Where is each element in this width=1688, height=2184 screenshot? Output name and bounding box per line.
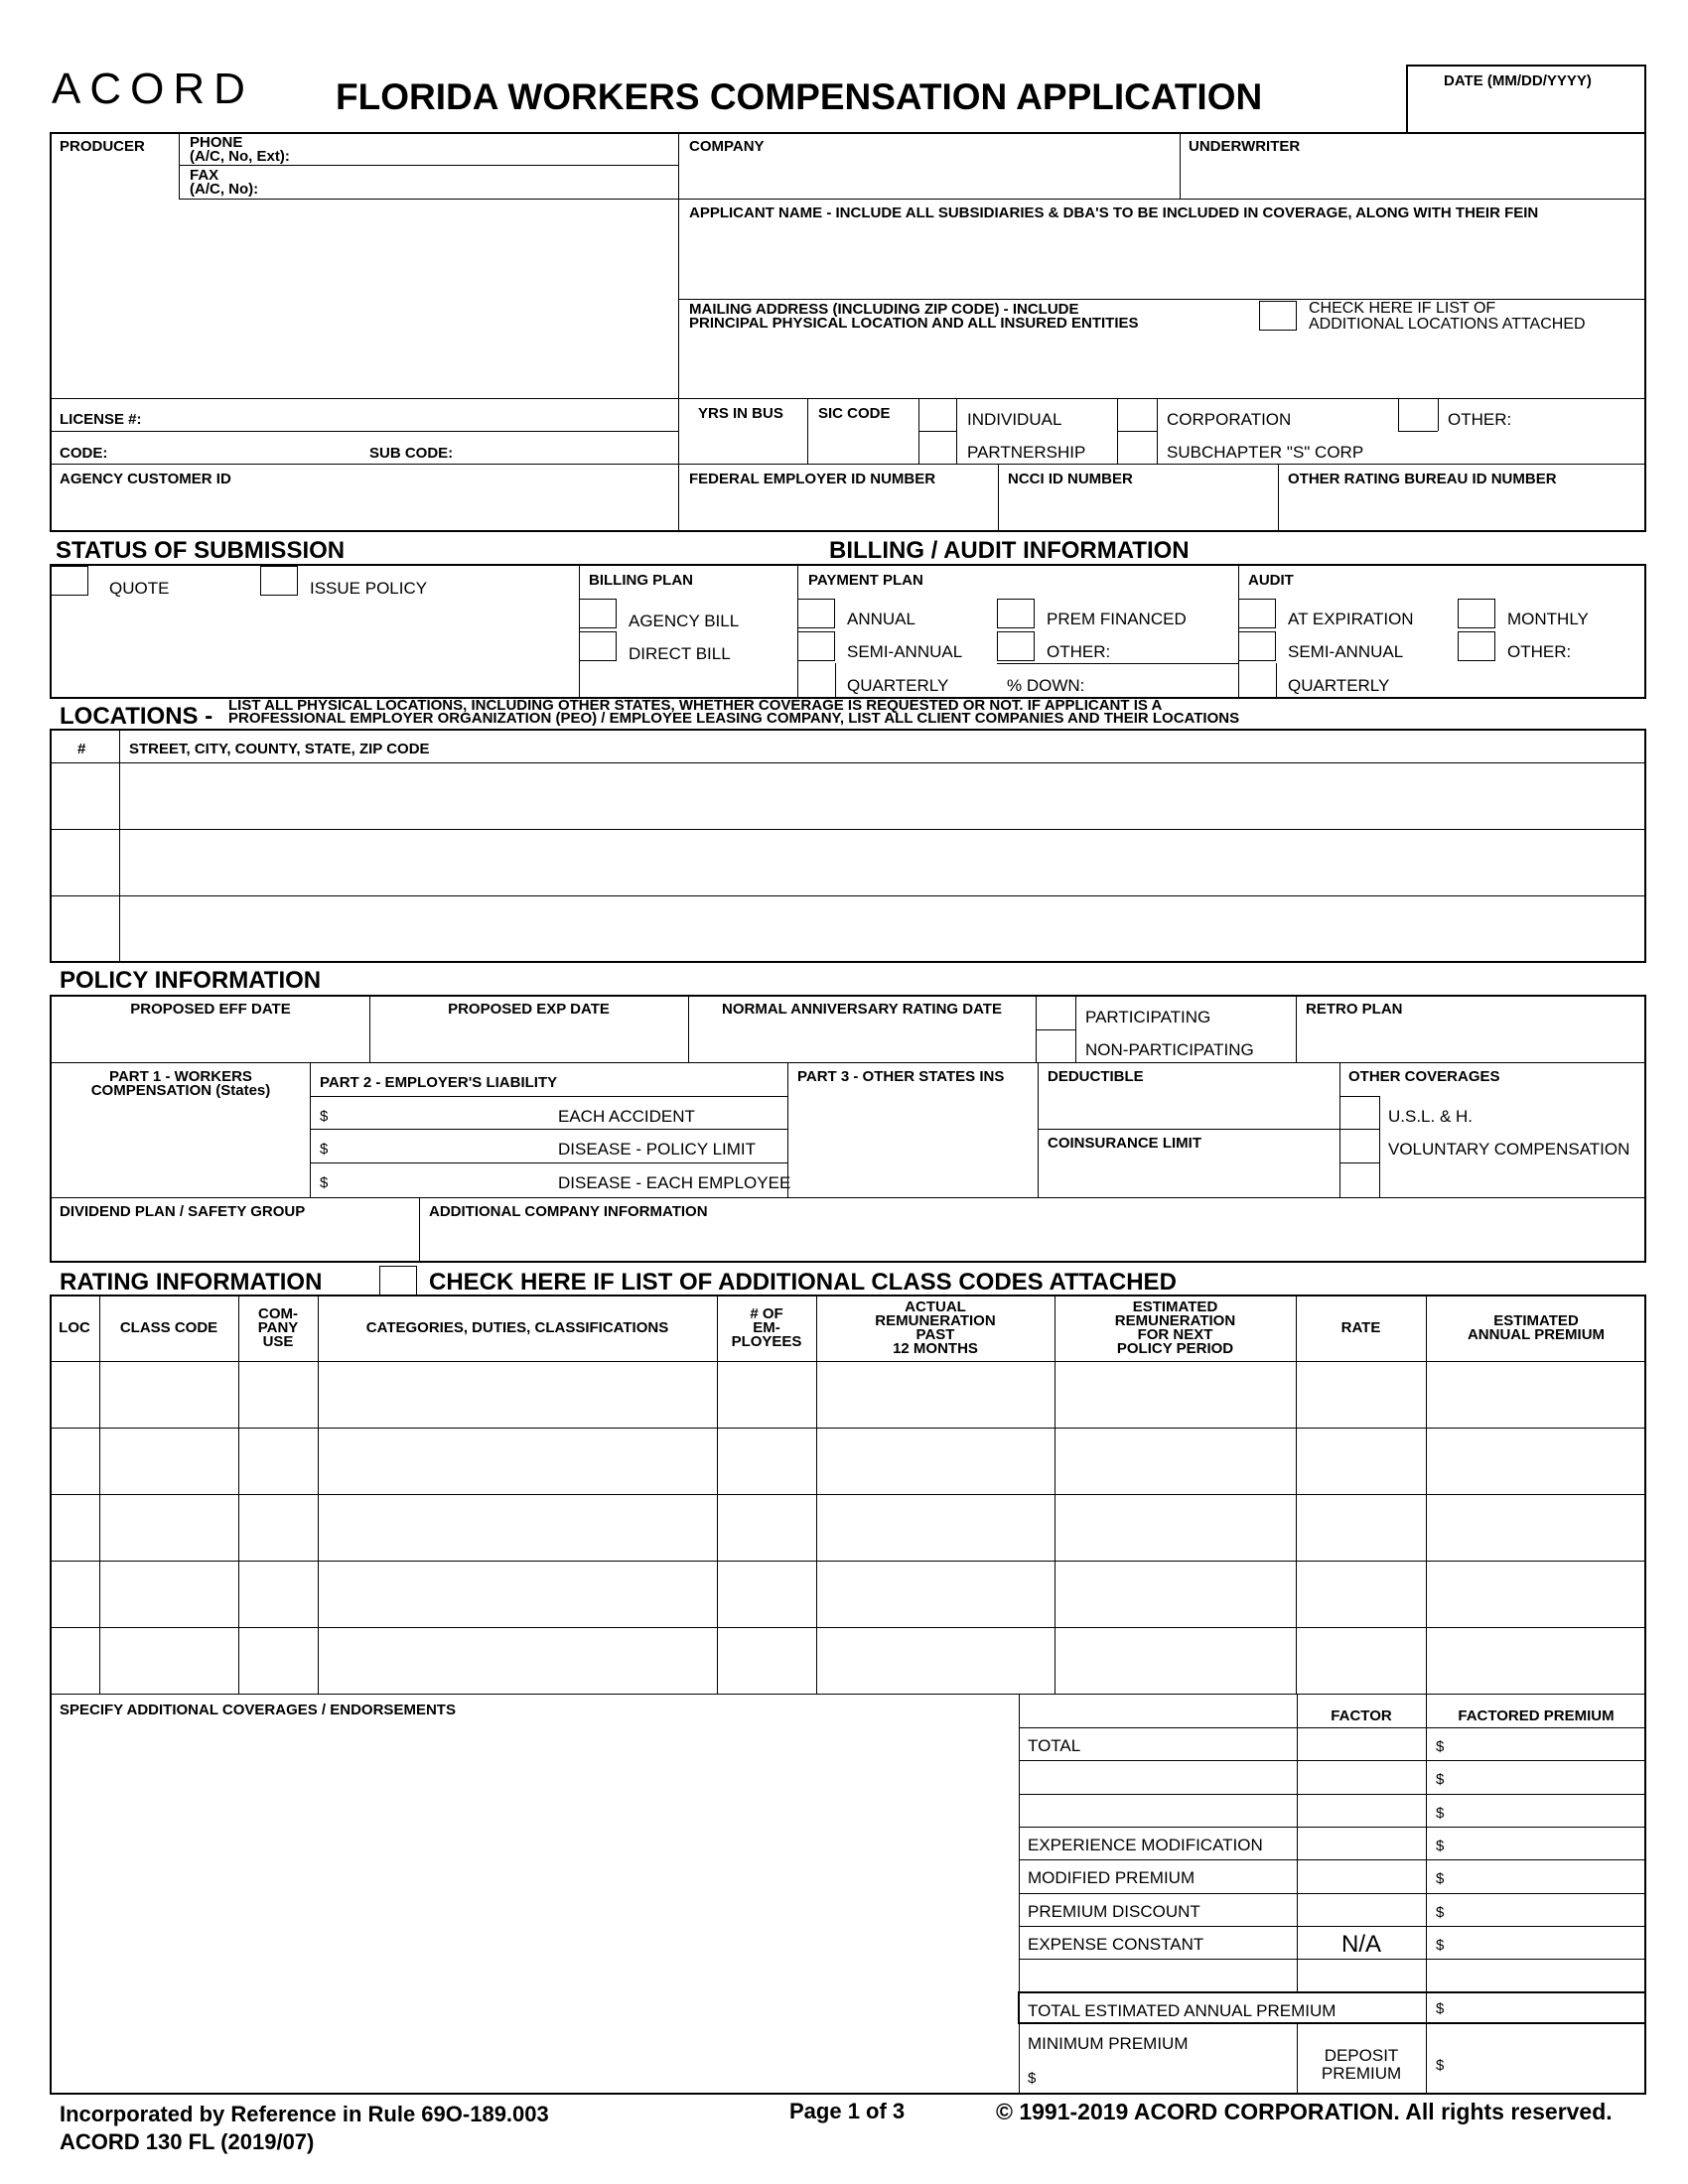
anniversary-rating-date-label[interactable]: NORMAL ANNIVERSARY RATING DATE (722, 1001, 1002, 1018)
additional-locations-label: CHECK HERE IF LIST OF ADDITIONAL LOCATIONS ATTACHED (1309, 300, 1586, 333)
other-coverages-label: OTHER COVERAGES (1348, 1068, 1500, 1085)
audit-semi-annual-label: SEMI-ANNUAL (1288, 642, 1404, 661)
applicant-name-label[interactable]: APPLICANT NAME - INCLUDE ALL SUBSIDIARIES & DBA'S TO BE INCLUDED IN COVERAGE, ALONG WITH THEIR FEIN (689, 205, 1539, 221)
footer-page-number: Page 1 of 3 (789, 2099, 906, 2123)
rating-header-company-use: COM- PANY USE (257, 1304, 299, 1350)
agency-customer-id-label[interactable]: AGENCY CUSTOMER ID (60, 471, 231, 487)
code-label[interactable]: CODE: (60, 445, 108, 462)
rating-row[interactable] (52, 1629, 1644, 1692)
annual-checkbox[interactable] (797, 599, 835, 628)
other-entity-label[interactable]: OTHER: (1448, 410, 1512, 429)
voluntary-label: VOLUNTARY COMPENSATION (1388, 1140, 1630, 1159)
subchapter-label: SUBCHAPTER "S" CORP (1167, 443, 1364, 462)
premium-row-label: PREMIUM DISCOUNT (1028, 1901, 1200, 1921)
billing-plan-label: BILLING PLAN (589, 572, 693, 589)
total-estimated-label: TOTAL ESTIMATED ANNUAL PREMIUM (1028, 2001, 1336, 2020)
company-label[interactable]: COMPANY (689, 138, 765, 155)
minimum-premium-label: MINIMUM PREMIUM (1028, 2034, 1189, 2053)
ncci-label[interactable]: NCCI ID NUMBER (1008, 471, 1133, 487)
audit-other-checkbox[interactable] (1458, 631, 1495, 661)
date-field[interactable] (1406, 65, 1646, 134)
policy-section-title: POLICY INFORMATION (60, 967, 322, 994)
monthly-label: MONTHLY (1507, 610, 1589, 628)
locations-section-title: LOCATIONS - (60, 703, 213, 730)
premium-row-label: MODIFIED PREMIUM (1028, 1868, 1196, 1888)
rating-section-title: RATING INFORMATION (60, 1269, 323, 1296)
audit-quarterly-label: QUARTERLY (1288, 676, 1390, 695)
premium-row-label: EXPERIENCE MODIFICATION (1028, 1835, 1263, 1854)
footer-rule: Incorporated by Reference in Rule 69O-189.003 (60, 2102, 549, 2126)
footer-form-number: ACORD 130 FL (2019/07) (60, 2129, 315, 2154)
premium-row-label: EXPENSE CONSTANT (1028, 1934, 1204, 1954)
proposed-eff-date-label[interactable]: PROPOSED EFF DATE (130, 1001, 291, 1018)
additional-class-codes-checkbox[interactable] (379, 1266, 417, 1296)
payment-other-checkbox[interactable] (997, 631, 1035, 661)
other-bureau-label[interactable]: OTHER RATING BUREAU ID NUMBER (1288, 471, 1557, 487)
premium-row-amount[interactable]: $ (1436, 1804, 1445, 1822)
deductible-label[interactable]: DEDUCTIBLE (1048, 1068, 1144, 1085)
payment-other-label[interactable]: OTHER: (1047, 642, 1111, 661)
rating-header-class-code: CLASS CODE (119, 1318, 218, 1336)
rating-header-actual-remuneration: ACTUAL REMUNERATION PAST 12 MONTHS (875, 1297, 996, 1357)
mailing-address-label[interactable]: MAILING ADDRESS (INCLUDING ZIP CODE) - INCLUDE PRINCIPAL PHYSICAL LOCATION AND ALL INSURED ENTITIES (689, 301, 1139, 332)
location-row[interactable] (121, 764, 1644, 828)
issue-policy-label: ISSUE POLICY (310, 579, 428, 598)
rating-header-loc: LOC (59, 1318, 90, 1336)
minimum-premium-dollar[interactable]: $ (1028, 2070, 1037, 2087)
payment-plan-label: PAYMENT PLAN (808, 572, 923, 589)
premium-row-amount[interactable]: $ (1436, 1837, 1445, 1854)
underwriter-label[interactable]: UNDERWRITER (1189, 138, 1301, 155)
rating-row[interactable] (52, 1563, 1644, 1625)
policy-limit-dollar[interactable]: $ (320, 1141, 329, 1158)
quote-label: QUOTE (109, 579, 170, 598)
semi-annual-label: SEMI-ANNUAL (847, 642, 963, 661)
premium-row-amount[interactable]: $ (1436, 1903, 1445, 1921)
monthly-checkbox[interactable] (1458, 599, 1495, 628)
location-row[interactable] (121, 831, 1644, 894)
direct-bill-checkbox[interactable] (579, 631, 617, 661)
prem-financed-label: PREM FINANCED (1047, 610, 1187, 628)
agency-bill-label: AGENCY BILL (629, 612, 740, 630)
locations-note: LIST ALL PHYSICAL LOCATIONS, INCLUDING OTHER STATES, WHETHER COVERAGE IS REQUESTED OR NOT. IF APPLICANT IS A PROFESSIONAL EMPLOYER ORGANIZATION (PEO) / EMPLOYEE LEASING COMPANY, LIST ALL CLIENT COMPANIES AND THEIR LOCATIONS (228, 697, 1240, 727)
rating-row[interactable] (52, 1430, 1644, 1492)
usl-label: U.S.L. & H. (1388, 1107, 1474, 1126)
part2-label: PART 2 - EMPLOYER'S LIABILITY (320, 1074, 558, 1091)
quote-checkbox[interactable] (51, 566, 88, 596)
deposit-premium-dollar[interactable]: $ (1436, 2057, 1445, 2074)
rating-header-estimated-premium: ESTIMATED ANNUAL PREMIUM (1467, 1311, 1606, 1343)
premium-row-amount[interactable]: $ (1436, 1738, 1445, 1755)
corporation-label: CORPORATION (1167, 410, 1292, 429)
date-label: DATE (MM/DD/YYYY) (1444, 72, 1592, 89)
each-accident-label: EACH ACCIDENT (558, 1107, 695, 1126)
at-expiration-checkbox[interactable] (1238, 599, 1276, 628)
producer-label: PRODUCER (60, 138, 145, 155)
policy-limit-label: DISEASE - POLICY LIMIT (558, 1140, 757, 1159)
semi-annual-checkbox[interactable] (797, 631, 835, 661)
premium-row-amount[interactable]: $ (1436, 1771, 1445, 1789)
individual-label: INDIVIDUAL (967, 410, 1062, 429)
issue-policy-checkbox[interactable] (260, 566, 298, 596)
each-employee-label: DISEASE - EACH EMPLOYEE (558, 1173, 791, 1192)
deposit-premium-label: DEPOSIT PREMIUM (1321, 2046, 1402, 2083)
phone-label[interactable]: PHONE (A/C, No, Ext): (190, 134, 290, 165)
non-participating-label: NON-PARTICIPATING (1085, 1040, 1254, 1059)
additional-coverages-label[interactable]: SPECIFY ADDITIONAL COVERAGES / ENDORSEMENTS (60, 1702, 456, 1718)
each-accident-dollar[interactable]: $ (320, 1108, 329, 1125)
factored-premium-header: FACTORED PREMIUM (1458, 1707, 1615, 1724)
premium-row-amount[interactable]: $ (1436, 1870, 1445, 1888)
rating-header-categories: CATEGORIES, DUTIES, CLASSIFICATIONS (365, 1318, 669, 1336)
additional-class-codes-label: CHECK HERE IF LIST OF ADDITIONAL CLASS CODES ATTACHED (429, 1269, 1177, 1296)
location-number-header: # (77, 741, 86, 757)
audit-label: AUDIT (1248, 572, 1294, 589)
status-section-title: STATUS OF SUBMISSION (56, 537, 346, 564)
rating-header-num-employees: # OF EM- PLOYEES (731, 1304, 802, 1350)
prem-financed-checkbox[interactable] (997, 599, 1035, 628)
acord-logo: ACORD (52, 65, 254, 113)
yrs-in-bus-label[interactable]: YRS IN BUS (698, 405, 783, 422)
part3-label[interactable]: PART 3 - OTHER STATES INS (797, 1068, 1005, 1085)
voluntary-checkbox[interactable] (1340, 1131, 1378, 1160)
additional-company-info-label[interactable]: ADDITIONAL COMPANY INFORMATION (429, 1203, 708, 1220)
rating-header-rate: RATE (1340, 1318, 1381, 1336)
billing-section-title: BILLING / AUDIT INFORMATION (829, 537, 1190, 564)
fax-label[interactable]: FAX (A/C, No): (190, 167, 259, 198)
rating-row[interactable] (52, 1496, 1644, 1559)
audit-semi-annual-checkbox[interactable] (1238, 631, 1276, 661)
premium-row-label: TOTAL (1028, 1736, 1081, 1755)
usl-checkbox[interactable] (1340, 1098, 1378, 1128)
policy-block (50, 995, 1646, 1263)
factor-header: FACTOR (1331, 1707, 1392, 1724)
annual-label: ANNUAL (847, 610, 915, 628)
sic-code-label[interactable]: SIC CODE (818, 405, 891, 422)
audit-other-label[interactable]: OTHER: (1507, 642, 1572, 661)
premium-row-factor[interactable]: N/A (1340, 1930, 1381, 1958)
dividend-plan-label[interactable]: DIVIDEND PLAN / SAFETY GROUP (60, 1203, 306, 1220)
retro-plan-label[interactable]: RETRO PLAN (1306, 1001, 1403, 1018)
part1-label[interactable]: PART 1 - WORKERS COMPENSATION (States) (90, 1068, 271, 1099)
agency-bill-checkbox[interactable] (579, 599, 617, 628)
total-estimated-dollar[interactable]: $ (1436, 2000, 1445, 2017)
location-street-header: STREET, CITY, COUNTY, STATE, ZIP CODE (129, 741, 430, 757)
coinsurance-label[interactable]: COINSURANCE LIMIT (1048, 1135, 1201, 1152)
subcode-label[interactable]: SUB CODE: (369, 445, 454, 462)
quarterly-label: QUARTERLY (847, 676, 949, 695)
additional-locations-checkbox[interactable] (1259, 301, 1297, 331)
footer-copyright: © 1991-2019 ACORD CORPORATION. All rights reserved. (996, 2099, 1613, 2124)
direct-bill-label: DIRECT BILL (629, 644, 731, 663)
location-row[interactable] (121, 897, 1644, 961)
partnership-label: PARTNERSHIP (967, 443, 1086, 462)
rating-header-estimated-remuneration: ESTIMATED REMUNERATION FOR NEXT POLICY PERIOD (1114, 1297, 1236, 1357)
page-title: FLORIDA WORKERS COMPENSATION APPLICATION (336, 76, 1263, 117)
percent-down-label[interactable]: % DOWN: (1007, 676, 1085, 695)
each-employee-dollar[interactable]: $ (320, 1174, 329, 1191)
license-label[interactable]: LICENSE #: (60, 411, 142, 428)
participating-label: PARTICIPATING (1085, 1008, 1211, 1026)
fein-label[interactable]: FEDERAL EMPLOYER ID NUMBER (689, 471, 936, 487)
rating-row[interactable] (52, 1363, 1644, 1426)
premium-row-amount[interactable]: $ (1436, 1936, 1445, 1954)
proposed-exp-date-label[interactable]: PROPOSED EXP DATE (448, 1001, 610, 1018)
at-expiration-label: AT EXPIRATION (1288, 610, 1414, 628)
